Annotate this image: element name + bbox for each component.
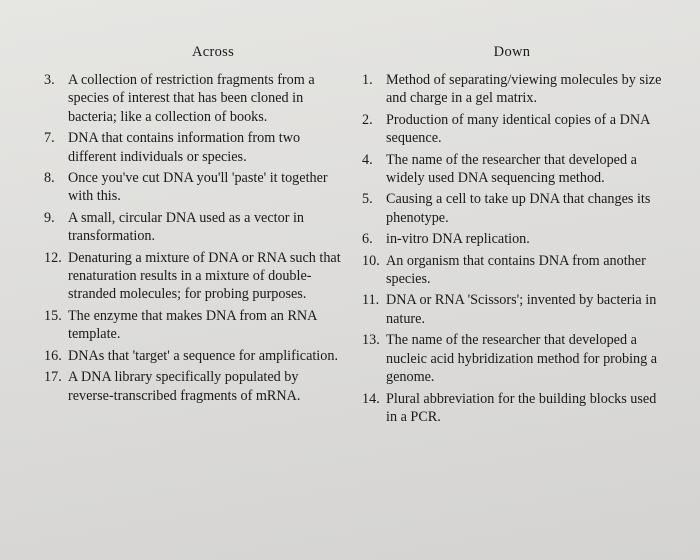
clue-text: A collection of restriction fragments from a species of interest that has been cloned in bacteria; like a collection of books. (68, 72, 315, 125)
across-clue (44, 71, 344, 126)
across-clue (44, 249, 344, 304)
clue-number: 11. (362, 292, 380, 309)
clue-text: A DNA library specifically populated by reverse-transcribed fragments of mRNA. (68, 369, 301, 404)
down-heading: Down (493, 44, 531, 60)
clue-text: Method of separating/viewing molecules by size and charge in a gel matrix. (386, 72, 662, 107)
clue-text: DNA that contains information from two different individuals or species. (68, 130, 301, 165)
down-column (362, 44, 662, 429)
clue-number: 4. (362, 151, 373, 168)
clue-text: Once you've cut DNA you'll 'paste' it together with this. (68, 170, 328, 205)
clue-text: DNAs that 'target' a sequence for amplification. (68, 347, 338, 364)
down-clue (362, 291, 662, 328)
clue-text: The name of the researcher that developed a widely used DNA sequencing method. (386, 151, 637, 187)
down-clue (362, 230, 662, 248)
clue-text: The enzyme that makes DNA from an RNA template. (68, 307, 317, 343)
clue-number: 17. (44, 369, 62, 386)
across-clue (44, 209, 344, 246)
across-clue (44, 368, 344, 405)
clue-number: 7. (44, 130, 55, 147)
clue-number: 16. (44, 347, 62, 364)
down-clue (362, 190, 662, 227)
across-column (44, 44, 344, 408)
clue-number: 14. (362, 390, 380, 407)
down-clue-list (362, 71, 662, 426)
clue-text: An organism that contains DNA from another species. (386, 252, 646, 288)
across-clue (44, 129, 344, 166)
down-clue (362, 331, 662, 386)
across-clue (44, 347, 344, 365)
clue-number: 6. (362, 231, 373, 248)
clue-number: 8. (44, 170, 55, 187)
clue-number: 5. (362, 191, 373, 208)
down-clue (362, 252, 662, 289)
clue-text: DNA or RNA 'Scissors'; invented by bacteria in nature. (386, 292, 657, 327)
clue-text: in-vitro DNA replication. (386, 231, 530, 248)
clue-number: 15. (44, 307, 62, 324)
down-clue (362, 111, 662, 148)
across-heading: Across (191, 44, 235, 60)
clue-text: Denaturing a mixture of DNA or RNA such that renaturation results in a mixture of double-stranded molecules; for probing purposes. (68, 249, 341, 303)
clue-number: 13. (362, 332, 380, 349)
clue-text: Production of many identical copies of a DNA sequence. (386, 111, 650, 147)
clue-text: The name of the researcher that developed a nucleic acid hybridization method for probing a genome. (386, 332, 658, 386)
down-clue (362, 151, 662, 188)
across-clue-list (44, 71, 344, 405)
clue-number: 12. (44, 249, 62, 266)
clue-text: Causing a cell to take up DNA that changes its phenotype. (386, 191, 651, 226)
across-clue (44, 307, 344, 344)
down-clue (362, 71, 662, 108)
clue-number: 1. (362, 72, 373, 88)
across-clue (44, 169, 344, 206)
clue-number: 3. (44, 72, 55, 88)
clue-number: 2. (362, 111, 373, 128)
clue-number: 10. (362, 252, 380, 269)
down-clue (362, 390, 662, 427)
clue-text: A small, circular DNA used as a vector in transformation. (68, 209, 304, 245)
clue-text: Plural abbreviation for the building blocks used in a PCR. (386, 390, 657, 425)
clue-number: 9. (44, 209, 55, 226)
